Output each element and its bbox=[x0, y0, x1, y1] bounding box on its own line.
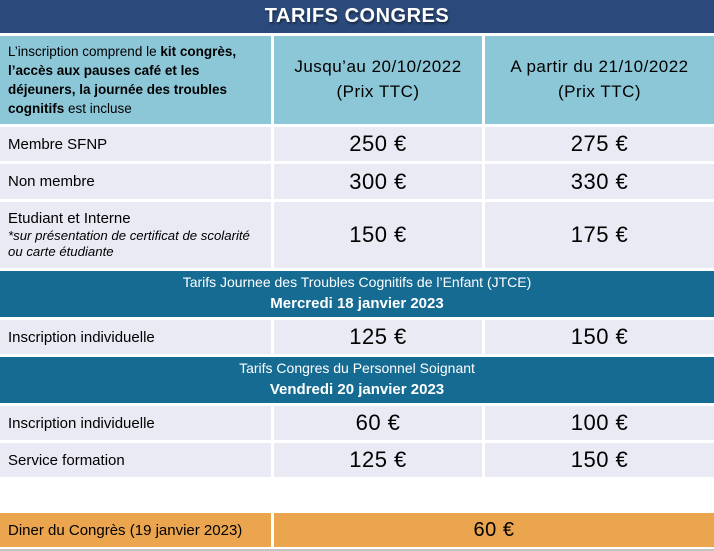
price-from: 150 € bbox=[485, 443, 714, 477]
price-until: 60 € bbox=[274, 406, 482, 440]
price-until: 150 € bbox=[274, 202, 482, 268]
banner-date: Mercredi 18 janvier 2023 bbox=[270, 295, 444, 313]
row-label: Inscription individuelle bbox=[0, 406, 271, 440]
description-text bbox=[8, 43, 267, 119]
price-from: 175 € bbox=[485, 202, 714, 268]
banner-title: Tarifs Congres du Personnel Soignant bbox=[239, 360, 475, 377]
table-row-jtce-inscription bbox=[0, 320, 714, 354]
inscription-description-cell bbox=[0, 36, 271, 124]
diner-label: Diner du Congrès (19 janvier 2023) bbox=[0, 513, 271, 547]
price-until: 300 € bbox=[274, 164, 482, 199]
column-header-until-20-10 bbox=[274, 36, 482, 124]
column-header-from-line2: (Prix TTC) bbox=[557, 82, 642, 101]
column-header-until-line1: Jusqu’au 20/10/2022 bbox=[294, 57, 462, 77]
row-label: Service formation bbox=[0, 443, 271, 477]
table-row-etudiant-interne bbox=[0, 202, 714, 268]
description-bold: kit congrès, l’accès aux pauses café et les déjeuners, la journée des troubles cognitifs bbox=[8, 44, 237, 116]
column-header-from-21-10 bbox=[485, 36, 714, 124]
table-row-ps-inscription bbox=[0, 406, 714, 440]
price-until: 250 € bbox=[274, 127, 482, 161]
banner-title: Tarifs Journee des Troubles Cognitifs de l’Enfant (JTCE) bbox=[182, 274, 532, 291]
diner-price: 60 € bbox=[274, 513, 714, 547]
price-from: 275 € bbox=[485, 127, 714, 161]
price-from: 150 € bbox=[485, 320, 714, 354]
title-bar bbox=[0, 0, 714, 33]
price-until: 125 € bbox=[274, 320, 482, 354]
row-note: *sur présentation de certificat de scolarité ou carte étudiante bbox=[8, 227, 250, 259]
table-row-diner-congres bbox=[0, 513, 714, 547]
price-from: 330 € bbox=[485, 164, 714, 199]
header-row bbox=[0, 36, 714, 124]
section-banner-jtce bbox=[0, 271, 714, 317]
column-header-until-line2: (Prix TTC) bbox=[336, 82, 420, 101]
row-label: Inscription individuelle bbox=[0, 320, 271, 354]
row-label-with-note bbox=[0, 202, 271, 268]
price-from: 100 € bbox=[485, 406, 714, 440]
row-label: Membre SFNP bbox=[0, 127, 271, 161]
row-label: Etudiant et Interne bbox=[8, 209, 131, 227]
section-banner-personnel-soignant bbox=[0, 357, 714, 403]
description-intro: L’inscription comprend le bbox=[8, 44, 161, 59]
banner-date: Vendredi 20 janvier 2023 bbox=[269, 381, 445, 399]
column-header-from-line1: A partir du 21/10/2022 bbox=[510, 57, 689, 77]
table-row-non-membre bbox=[0, 164, 714, 199]
price-until: 125 € bbox=[274, 443, 482, 477]
page-title: TARIFS CONGRES bbox=[264, 5, 450, 27]
description-outro: est incluse bbox=[64, 100, 132, 116]
row-label: Non membre bbox=[0, 164, 271, 199]
table-row-membre-sfnp bbox=[0, 127, 714, 161]
table-row-service-formation bbox=[0, 443, 714, 477]
